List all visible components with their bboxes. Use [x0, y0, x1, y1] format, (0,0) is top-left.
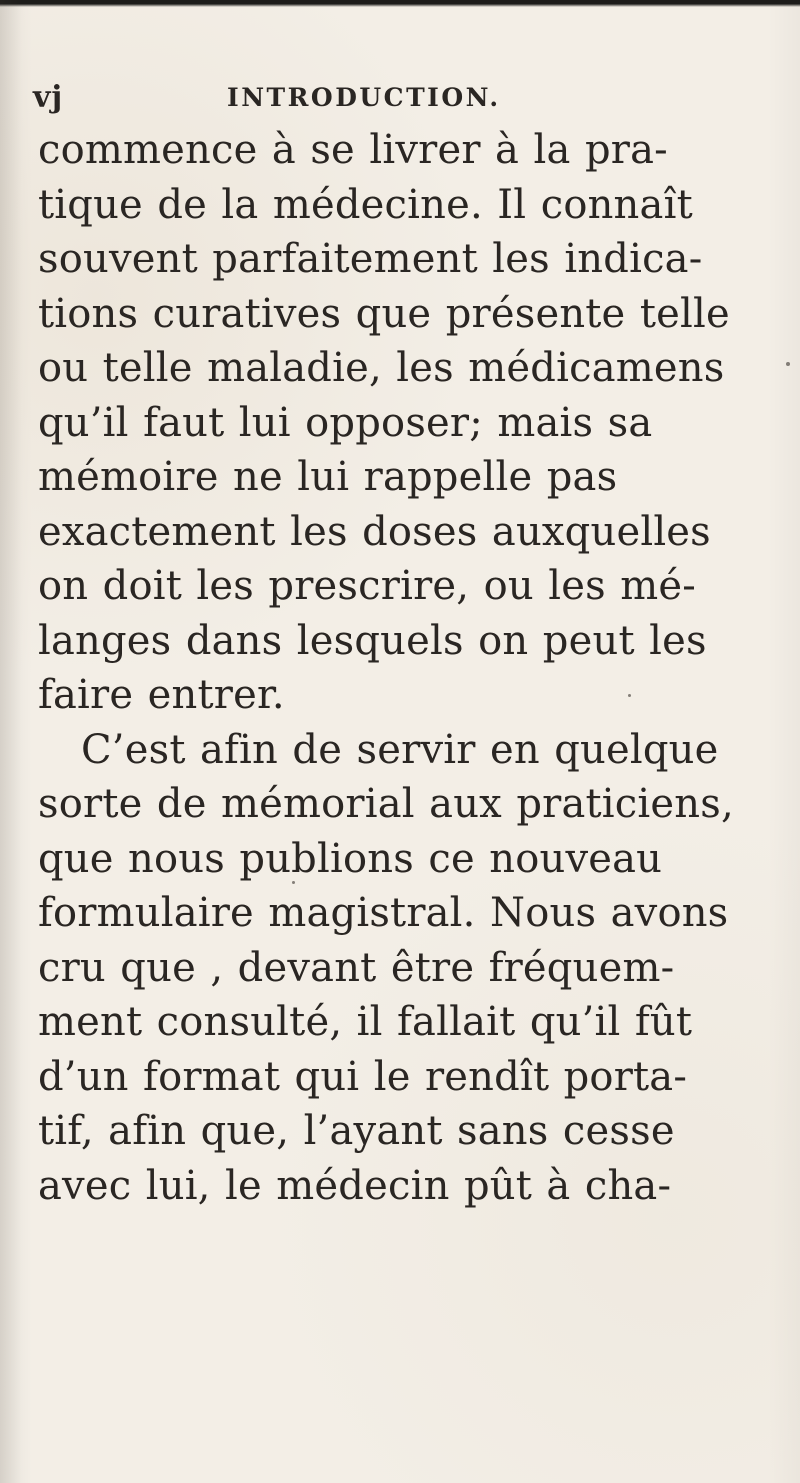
text-line: faire entrer.	[38, 672, 285, 718]
running-head: INTRODUCTION.	[227, 83, 501, 112]
text-line: langes dans lesquels on peut les	[38, 617, 707, 664]
paper-speck	[786, 362, 790, 366]
text-line: tions curatives que présente telle	[38, 290, 730, 337]
text-line: tique de la médecine. Il connaît	[38, 181, 693, 228]
page-header	[33, 76, 773, 130]
text-line: sorte de mémorial aux praticiens,	[38, 781, 734, 827]
text-line: souvent parfaitement les indica-	[38, 236, 703, 282]
text-line: d’un format qui le rendît porta-	[38, 1053, 688, 1100]
text-line: exactement les doses auxquelles	[38, 508, 711, 555]
text-line: on doit les prescrire, ou les mé-	[38, 563, 696, 609]
paper-speck	[292, 881, 295, 884]
text-line: ou telle maladie, les médicamens	[38, 345, 725, 391]
text-line: mémoire ne lui rappelle pas	[38, 454, 618, 500]
body-text	[38, 123, 783, 1213]
text-line: formulaire magistral. Nous avons	[38, 890, 729, 936]
page-folio: vj	[33, 80, 64, 115]
text-line: ment consulté, il fallait qu’il fût	[38, 999, 693, 1045]
paragraph-start-line: C’est afin de servir en quelque	[81, 726, 719, 773]
text-line: commence à se livrer à la pra-	[38, 127, 668, 173]
left-page-edge-shadow	[0, 0, 22, 1483]
text-line: tif, afin que, l’ayant sans cesse	[38, 1108, 675, 1154]
text-line: avec lui, le médecin pût à cha-	[38, 1162, 672, 1209]
text-line: cru que , devant être fréquem-	[38, 944, 675, 991]
text-line: qu’il faut lui opposer; mais sa	[38, 399, 653, 446]
top-edge-shadow	[0, 0, 800, 7]
text-line: que nous publions ce nouveau	[38, 835, 663, 882]
paper-speck	[628, 694, 631, 697]
